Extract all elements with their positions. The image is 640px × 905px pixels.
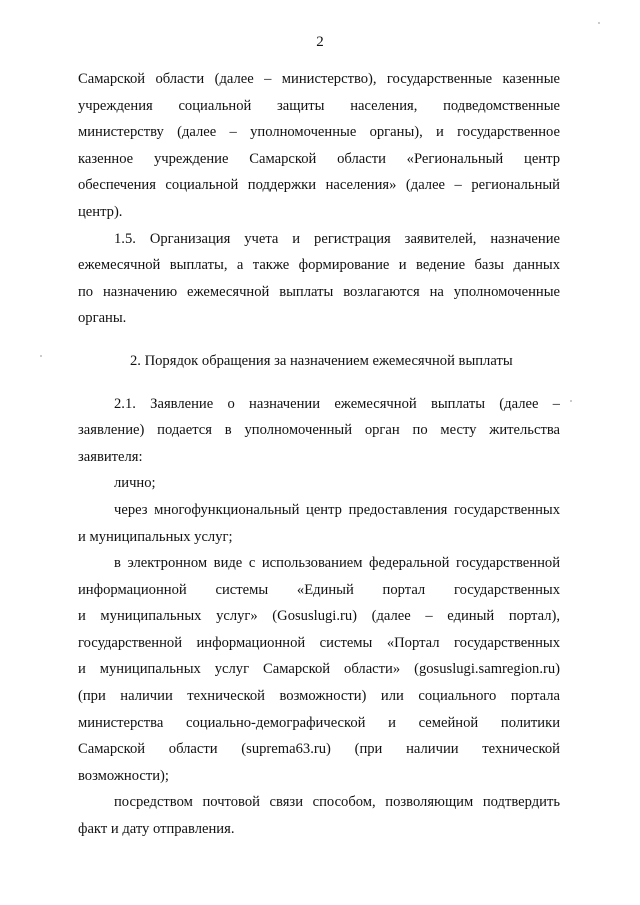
text-line: и муниципальных услуг Самарской области» (gosuslugi.samregion.ru)	[78, 661, 560, 678]
text-line: ежемесячной выплаты, а также формирование и ведение базы данных	[78, 257, 560, 274]
text-line: заявление) подается в уполномоченный орган по месту жительства	[78, 422, 560, 439]
text-line: и муниципальных услуг;	[78, 528, 233, 545]
text-line: министерству (далее – уполномоченные органы), и государственное	[78, 124, 560, 141]
text-line: заявителя:	[78, 448, 143, 465]
scan-speck	[40, 355, 42, 357]
text-line: учреждения социальной защиты населения, подведомственные	[78, 97, 560, 114]
text-line: Самарской области (далее – министерство), государственные казенные	[78, 71, 560, 87]
text-line: лично;	[114, 475, 156, 492]
text-line: информационной системы «Единый портал государственных	[78, 581, 560, 598]
text-line: 1.5. Организация учета и регистрация заявителей, назначение	[114, 230, 560, 247]
text-line: казенное учреждение Самарской области «Региональный центр	[78, 150, 560, 167]
section-heading: 2. Порядок обращения за назначением ежемесячной выплаты	[130, 352, 513, 369]
text-line: органы.	[78, 310, 127, 327]
text-line: государственной информационной системы «Портал государственных	[78, 634, 560, 651]
scan-speck	[570, 400, 572, 402]
text-line: министерства социально-демографической и семейной политики	[78, 714, 560, 731]
text-line: (при наличии технической возможности) или социального портала	[78, 688, 560, 705]
text-line: через многофункциональный центр предоставления государственных	[114, 501, 560, 518]
text-line: по назначению ежемесячной выплаты возлагаются на уполномоченные	[78, 283, 560, 300]
text-line: обеспечения социальной поддержки населения» (далее – региональный	[78, 177, 560, 194]
text-line: в электронном виде с использованием федеральной государственной	[114, 555, 560, 572]
scan-speck	[598, 22, 600, 24]
page-number: 2	[316, 34, 324, 50]
text-line: Самарской области (suprema63.ru) (при наличии технической	[78, 741, 560, 758]
text-line: факт и дату отправления.	[78, 821, 235, 838]
text-line: и муниципальных услуг» (Gosuslugi.ru) (далее – единый портал),	[78, 608, 560, 625]
text-line: посредством почтовой связи способом, позволяющим подтвердить	[114, 794, 560, 811]
text-line: 2.1. Заявление о назначении ежемесячной выплаты (далее –	[114, 395, 560, 412]
document-body	[78, 66, 560, 843]
text-line: центр).	[78, 203, 123, 220]
text-line: возможности);	[78, 767, 169, 784]
